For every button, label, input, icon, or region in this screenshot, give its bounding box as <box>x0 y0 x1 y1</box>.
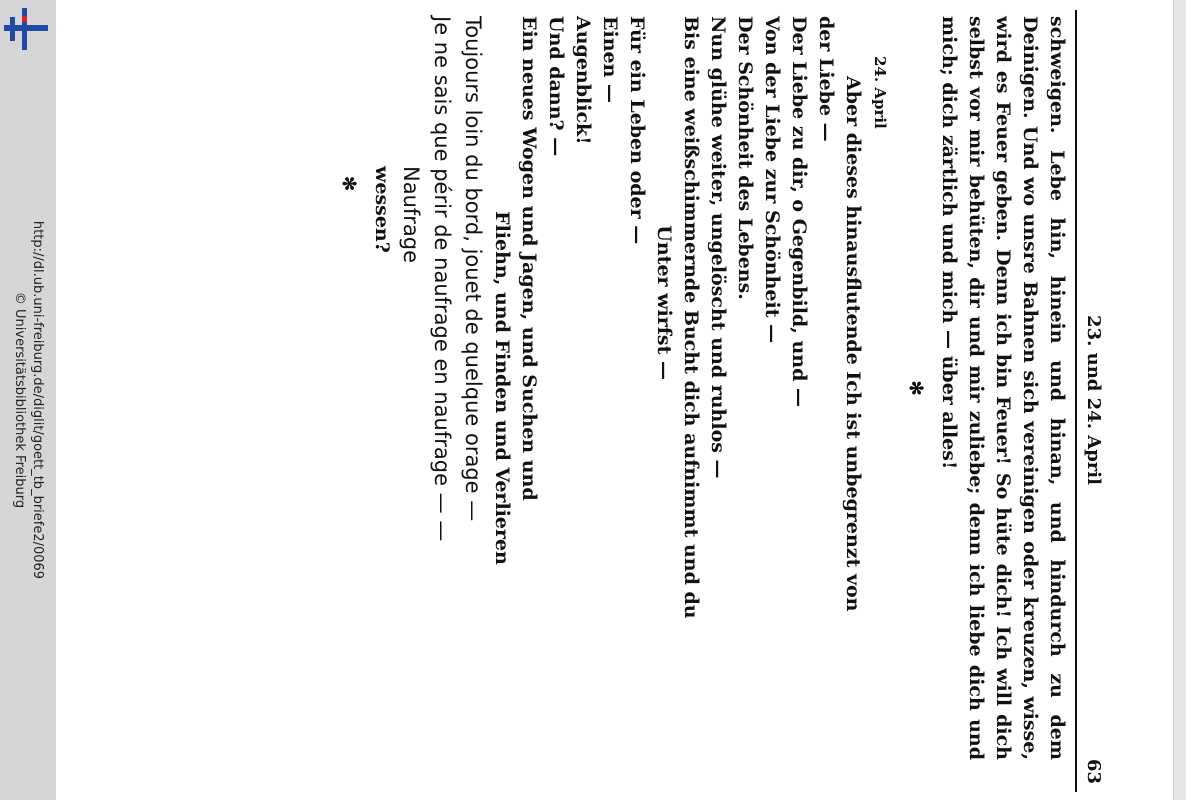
verse-line: Bis eine weißschimmernde Bucht dich aufnimmt und du <box>680 16 702 619</box>
verse-line: Für ein Leben oder — <box>626 16 648 245</box>
verse-line: Fliehn, und Finden und Verlieren <box>491 211 513 565</box>
verse-line: Augenblick! <box>572 16 594 145</box>
verse-line: Und dann? — <box>545 16 567 157</box>
verse-line: Unter wirfst — <box>653 225 675 380</box>
french-line: Toujours loin du bord, jouet de quelque orage — <box>461 16 485 522</box>
verse-line: der Liebe — <box>815 16 837 142</box>
library-logo-icon <box>4 8 48 50</box>
paragraph-1: schweigen. Lebe hin, hinein und hinan, und hindurch zu dem Deinigen. Und wo unsre Bahnen sich vereinigen oder kreuzen, wisse, wird es Feuer geben. Denn ich bin Feuer! So hüte dich! Ich will dich selbst vor mir behüten, dir und mir zuliebe; denn ich liebe dich und mich; dich zärtlich und mich — über alles! <box>938 16 1068 760</box>
page-header <box>1074 16 1104 784</box>
french-line: Je ne sais que périr de naufrage en naufrage — — <box>430 16 454 542</box>
running-title: 23. und 24. April <box>1083 315 1104 485</box>
page-number: 63 <box>1083 758 1104 784</box>
credit-url[interactable]: http://dl.ub.uni-freiburg.de/diglit/goett_tb_briefe2/0069 <box>30 220 45 580</box>
scan-viewport <box>64 0 1174 800</box>
verse-line: Ein neues Wogen und Jagen, und Suchen und <box>518 16 540 501</box>
scanned-page <box>64 0 1174 800</box>
verse-line: Von der Liebe zur Schönheit — <box>761 16 783 344</box>
header-rule <box>1075 10 1077 792</box>
separator-ornament: ✻ <box>905 380 926 396</box>
viewer-sidebar <box>0 0 56 800</box>
date-heading: 24. April <box>871 56 889 129</box>
verse-line: Der Schönheit des Lebens. <box>734 16 756 300</box>
separator-ornament: ✻ <box>338 176 359 192</box>
verse-line: Aber dieses hinausflutende Ich ist unbegrenzt von <box>842 76 864 612</box>
verse-line: Der Liebe zu dir, o Gegenbild, und — <box>788 16 810 407</box>
viewer-credits <box>10 221 46 579</box>
page-body <box>328 16 1070 760</box>
credit-owner: © Universitätsbibliothek Freiburg <box>12 291 27 509</box>
scrollbar-track[interactable] <box>1173 0 1186 800</box>
verse-line: wessen? <box>371 166 393 253</box>
verse-line: Nun glühe weiter, ungelöscht und ruhlos — <box>707 16 729 479</box>
french-line: Naufrage <box>399 166 423 264</box>
verse-line: Einen — <box>599 16 621 104</box>
